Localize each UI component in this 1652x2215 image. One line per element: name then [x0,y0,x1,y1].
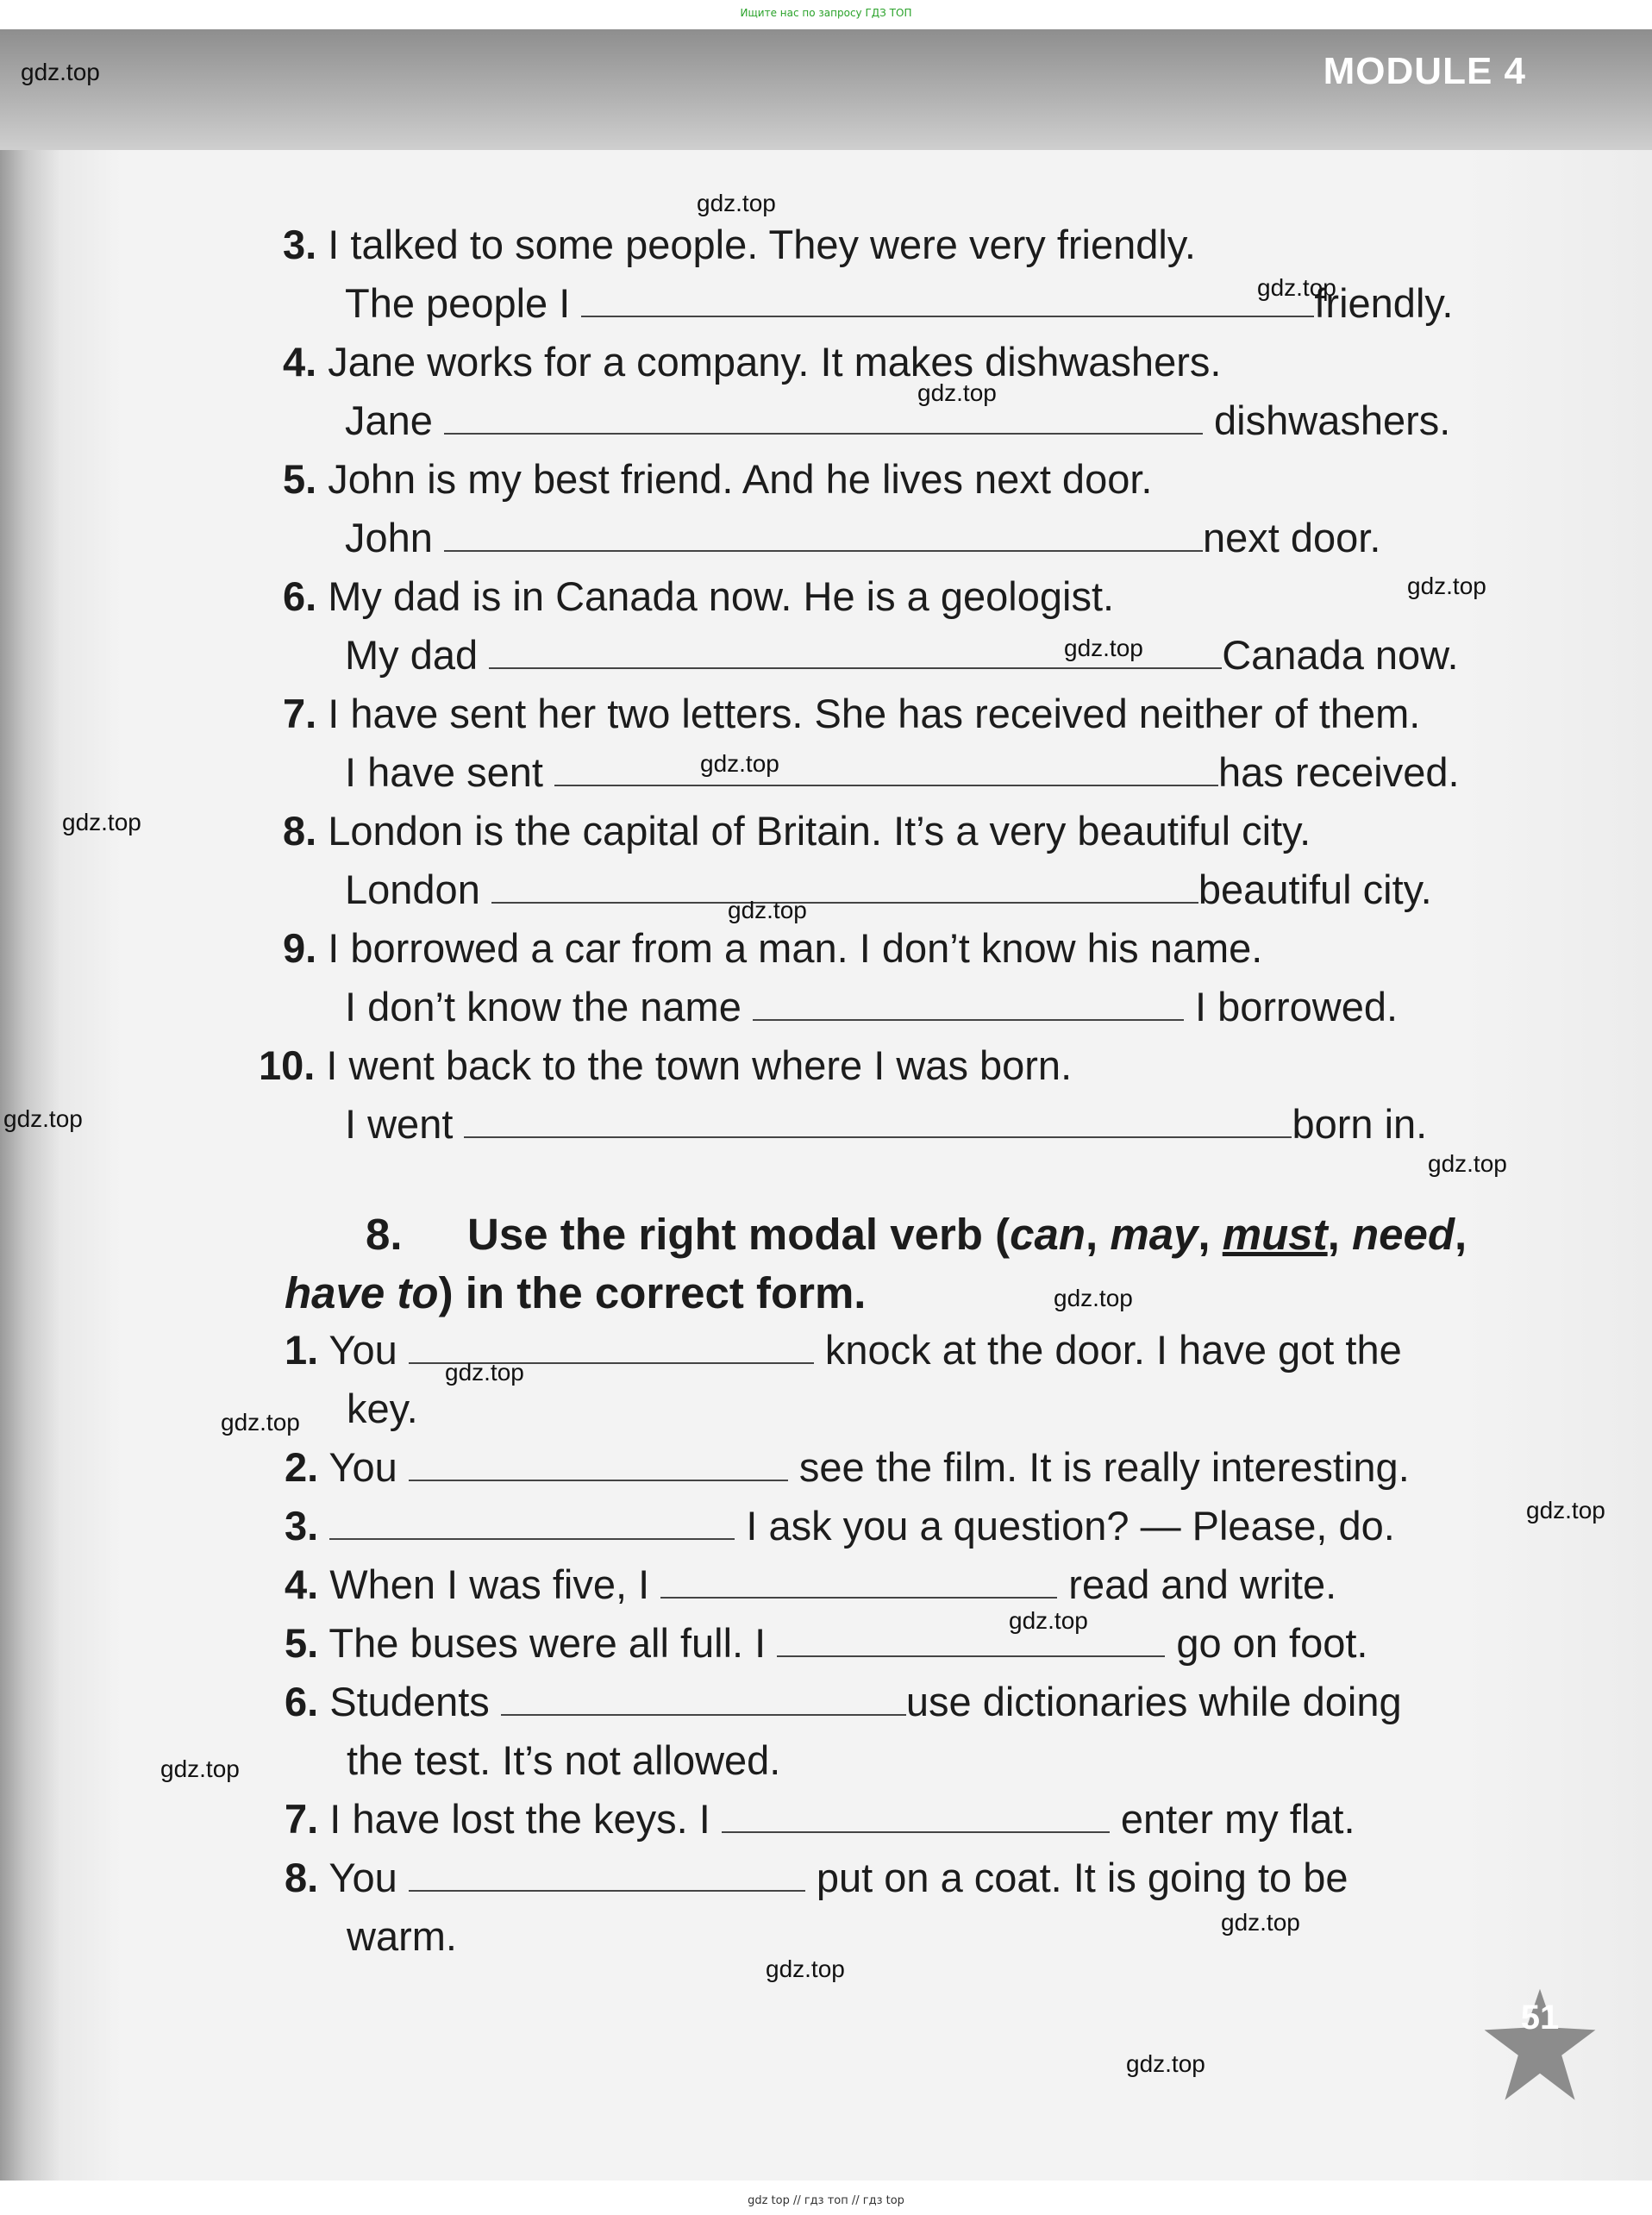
watermark: gdz.top [3,1105,83,1132]
sentence-4-line2: Jane dishwashers. [345,395,1450,447]
watermark: gdz.top [160,1755,240,1782]
modal-item-2: 2. You see the film. It is really interesting. [285,1442,1410,1493]
watermark: gdz.top [1221,1909,1300,1936]
sentence-9-line1: 9. I borrowed a car from a man. I don’t know his name. [283,925,1263,971]
sentence-9-line2: I don’t know the name I borrowed. [345,981,1398,1033]
sentence-5-line1: 5. John is my best friend. And he lives next door. [283,456,1153,502]
watermark: gdz.top [21,59,100,85]
sentence-3-line2: The people I friendly. [345,278,1453,329]
watermark: gdz.top [1009,1607,1088,1634]
answer-blank[interactable] [660,1559,1057,1599]
watermark: gdz.top [1126,2050,1205,2077]
top-note: Ищите нас по запросу ГДЗ ТОП [740,7,912,19]
modal-item-1: 1. You knock at the door. I have got the [285,1324,1402,1376]
answer-blank[interactable] [444,512,1203,552]
answer-blank[interactable] [753,981,1184,1021]
textbook-page: MODULE 4 3. I talked to some people. They were very friendly. The people I friendly. 4. Jane works for a company. It makes dishwashers. Jane dishwashers. 5. John is my best friend. And he lives next door. John next door. 6. My dad is in Canada now. He is a geologist. My dad Canada now. 7. I have sent her two letters. She has received neither of them. I have sent has received. 8. London is the capital of Britain. It’s a very beautiful city. London beautiful city. 9. I borrowed a car from a man. I don’t know his name. I don’t know the name I borrowed. 10. I went back to the town where I was born. I went born in. 8. Use the right modal verb (can, may, must, need, have to) in the correct form. 1. You knock at the door. I have got the key. 2. You see the film. It is really interesting. 3. I ask you a question? — Please, do. 4. When I was five, I read and write. 5. The buses were all full. I go on foot. 6. Students use dictionaries while doing the test. It’s not allowed. 7. I have lost the keys. I enter my flat. 8. You put on a coat. It is going to be warm. [0,29,1652,2181]
answer-blank[interactable] [491,864,1198,904]
answer-blank[interactable] [464,1098,1292,1138]
watermark: gdz.top [1428,1150,1507,1177]
sentence-3-line1: 3. I talked to some people. They were very friendly. [283,222,1196,267]
sentence-7-line2: I have sent has received. [345,747,1460,798]
watermark: gdz.top [445,1359,524,1386]
watermark: gdz.top [221,1409,300,1436]
sentence-4-line1: 4. Jane works for a company. It makes dishwashers. [283,339,1222,385]
sentence-6-line1: 6. My dad is in Canada now. He is a geologist. [283,573,1115,619]
module-title: MODULE 4 [1323,50,1526,92]
modal-item-7: 7. I have lost the keys. I enter my flat. [285,1793,1355,1845]
watermark: gdz.top [62,809,141,835]
sentence-6-line2: My dad Canada now. [345,629,1459,681]
answer-blank[interactable] [329,1500,735,1540]
watermark: gdz.top [1054,1285,1133,1311]
answer-blank[interactable] [581,278,1314,317]
modal-item-6-cont: the test. It’s not allowed. [347,1737,781,1783]
page-number: 51 [1520,1999,1560,2037]
sentence-8-line2: London beautiful city. [345,864,1432,916]
answer-blank[interactable] [722,1793,1110,1833]
watermark: gdz.top [1526,1497,1605,1524]
modal-item-6: 6. Students use dictionaries while doing [285,1676,1402,1728]
modal-item-3: 3. I ask you a question? — Please, do. [285,1500,1395,1552]
modal-item-5: 5. The buses were all full. I go on foot. [285,1617,1367,1669]
watermark: gdz.top [766,1955,845,1982]
answer-blank[interactable] [409,1852,805,1892]
answer-blank[interactable] [409,1442,788,1481]
answer-blank[interactable] [444,395,1203,435]
sentence-10-line2: I went born in. [345,1098,1427,1150]
sentence-10-line1: 10. I went back to the town where I was born. [259,1042,1073,1088]
modal-item-8-cont: warm. [347,1913,457,1959]
modal-item-4: 4. When I was five, I read and write. [285,1559,1336,1611]
watermark: gdz.top [917,379,997,406]
task-8-heading-line2: have to) in the correct form. [285,1268,867,1317]
answer-blank[interactable] [777,1617,1165,1657]
watermark: gdz.top [700,750,779,777]
answer-blank[interactable] [501,1676,906,1716]
bottom-note: gdz top // гдз топ // гдз top [748,2194,904,2207]
answer-blank[interactable] [554,747,1218,786]
watermark: gdz.top [697,190,776,216]
watermark: gdz.top [1064,635,1143,661]
sentence-5-line2: John next door. [345,512,1380,564]
modal-item-1-cont: key. [347,1386,418,1431]
watermark: gdz.top [728,897,807,923]
sentence-8-line1: 8. London is the capital of Britain. It’s a very beautiful city. [283,808,1311,854]
watermark: gdz.top [1407,573,1486,599]
watermark: gdz.top [1257,274,1336,301]
sentence-7-line1: 7. I have sent her two letters. She has received neither of them. [283,691,1421,736]
modal-item-8: 8. You put on a coat. It is going to be [285,1852,1349,1904]
